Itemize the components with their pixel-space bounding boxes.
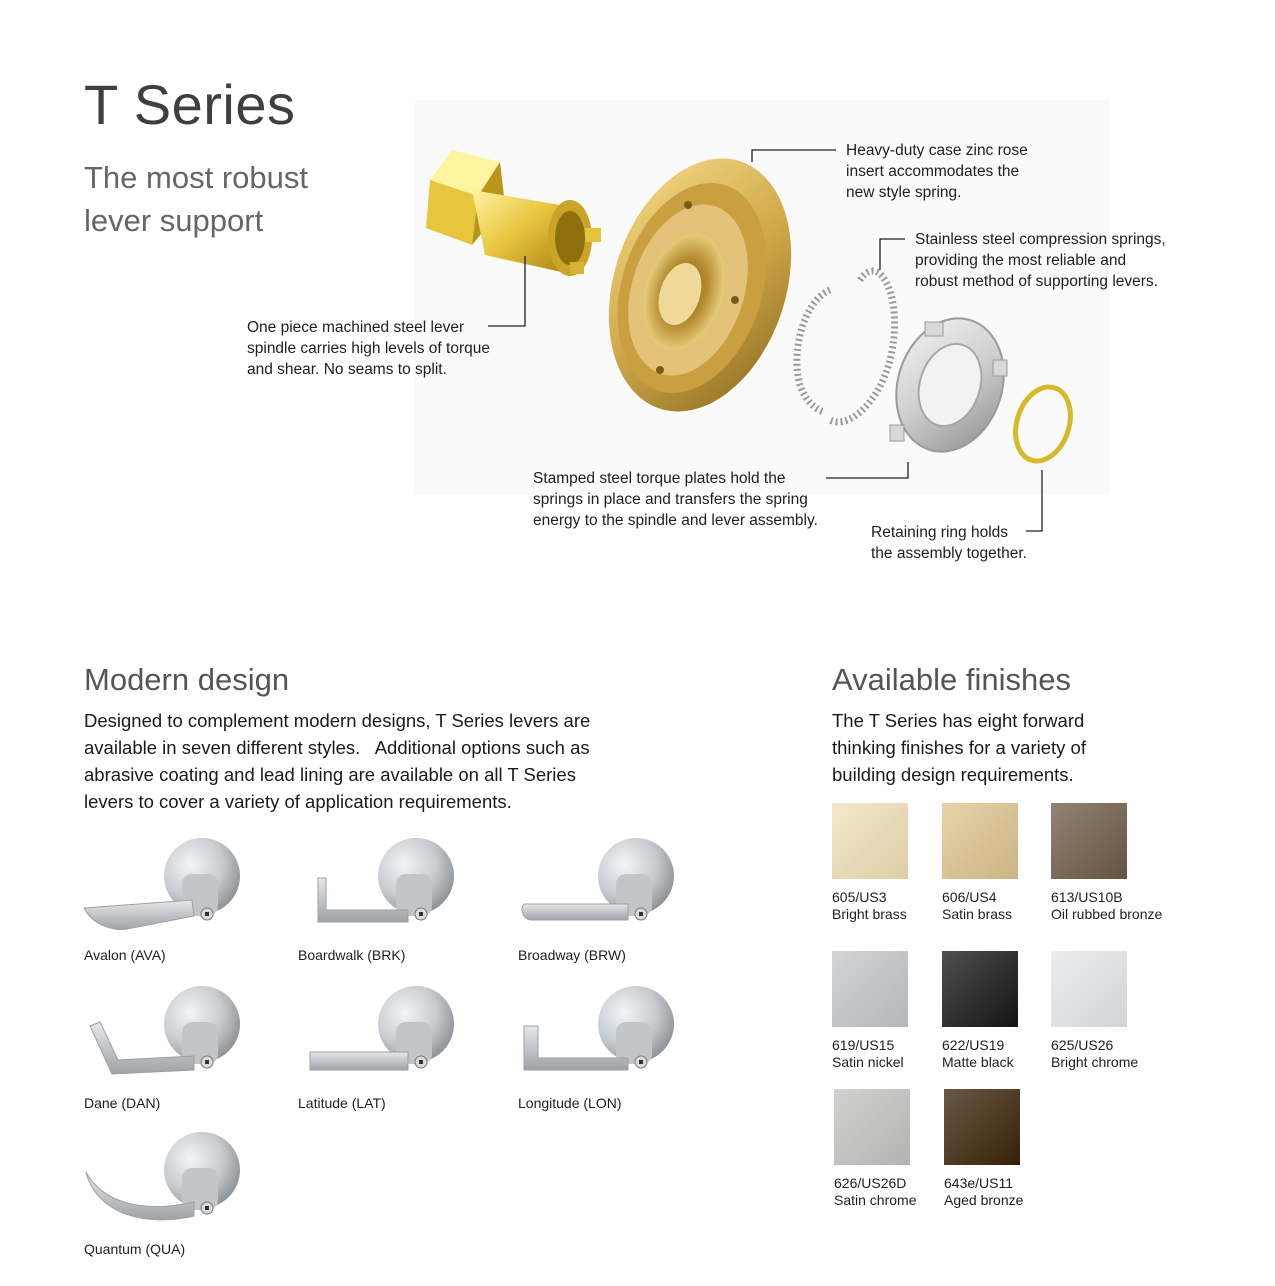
modern-design-heading: Modern design <box>84 662 290 697</box>
callout-line: insert accommodates the <box>846 163 1020 180</box>
finish-item <box>944 1089 1023 1209</box>
callout-line: Stamped steel torque plates hold the <box>533 470 786 487</box>
body-line: The T Series has eight forward <box>832 710 1085 731</box>
finish-code: 626/US26D <box>834 1175 907 1191</box>
callout-line: robust method of supporting levers. <box>915 273 1158 290</box>
finish-swatch <box>944 1089 1020 1165</box>
finish-code: 622/US19 <box>942 1037 1005 1053</box>
callout-line: providing the most reliable and <box>915 252 1127 269</box>
longitude-lever-icon <box>516 986 681 1078</box>
callout-line: energy to the spindle and lever assembly. <box>533 512 818 529</box>
lever-item <box>516 986 681 1111</box>
body-line: Designed to complement modern designs, T Series levers are <box>84 710 591 731</box>
callout-line: the assembly together. <box>871 545 1027 562</box>
callout-line: and shear. No seams to split. <box>247 361 447 378</box>
callout-line: springs in place and transfers the spring <box>533 491 808 508</box>
lever-item <box>516 838 681 963</box>
callout-plates <box>533 468 818 531</box>
lever-label: Latitude (LAT) <box>298 1095 386 1111</box>
finish-item <box>832 803 908 923</box>
lever-label: Quantum (QUA) <box>84 1241 186 1257</box>
finishes-body <box>832 707 1152 788</box>
callout-ring <box>871 522 1027 564</box>
finish-item <box>942 951 1018 1071</box>
callout-line: spindle carries high levels of torque <box>247 340 490 357</box>
finish-name: Satin nickel <box>832 1054 904 1070</box>
finish-item <box>834 1089 916 1209</box>
finish-swatch <box>1051 803 1127 879</box>
finish-swatch <box>942 803 1018 879</box>
finish-name: Bright brass <box>832 906 907 922</box>
quantum-lever-icon <box>82 1132 247 1224</box>
finish-code: 619/US15 <box>832 1037 895 1053</box>
finish-swatch <box>832 951 908 1027</box>
lever-label: Avalon (AVA) <box>84 947 166 963</box>
body-line: thinking finishes for a variety of <box>832 737 1086 758</box>
finish-code: 613/US10B <box>1051 889 1123 905</box>
modern-design-body <box>84 707 684 815</box>
callout-spindle <box>247 317 490 380</box>
finish-code: 643e/US11 <box>944 1175 1014 1191</box>
avalon-lever-icon <box>82 838 247 930</box>
finish-code: 625/US26 <box>1051 1037 1114 1053</box>
latitude-lever-icon <box>296 986 461 1078</box>
lever-item <box>82 838 247 963</box>
finish-swatch <box>834 1089 910 1165</box>
callout-line: Stainless steel compression springs, <box>915 231 1166 248</box>
body-line: levers to cover a variety of application requirements. <box>84 791 512 812</box>
lever-item <box>296 838 461 963</box>
lever-item <box>296 986 461 1111</box>
dane-lever-icon <box>82 986 247 1078</box>
boardwalk-lever-icon <box>296 838 461 930</box>
finish-name: Bright chrome <box>1051 1054 1139 1070</box>
finish-item <box>832 951 908 1071</box>
finish-item <box>942 803 1018 923</box>
finish-code: 606/US4 <box>942 889 997 905</box>
subtitle-line: The most robust <box>84 160 308 195</box>
finishes-heading: Available finishes <box>832 662 1071 697</box>
finish-name: Oil rubbed bronze <box>1051 906 1163 922</box>
finish-name: Aged bronze <box>944 1192 1024 1208</box>
finish-code: 605/US3 <box>832 889 887 905</box>
finish-name: Satin brass <box>942 906 1013 922</box>
finish-name: Satin chrome <box>834 1192 917 1208</box>
body-line: available in seven different styles. Additional options such as <box>84 737 590 758</box>
finish-swatch <box>942 951 1018 1027</box>
finish-item <box>1051 803 1162 923</box>
callout-rose <box>846 140 1028 203</box>
finish-swatch <box>832 803 908 879</box>
finish-name: Matte black <box>942 1054 1014 1070</box>
subtitle-line: lever support <box>84 203 264 238</box>
lever-item <box>82 986 247 1111</box>
lever-item <box>82 1132 247 1257</box>
callout-line: One piece machined steel lever <box>247 319 465 336</box>
body-line: building design requirements. <box>832 764 1074 785</box>
callout-line: Retaining ring holds <box>871 524 1009 541</box>
lever-label: Longitude (LON) <box>518 1095 622 1111</box>
body-line: abrasive coating and lead lining are available on all T Series <box>84 764 576 785</box>
page-title: T Series <box>84 73 296 136</box>
lever-label: Dane (DAN) <box>84 1095 161 1111</box>
lever-label: Broadway (BRW) <box>518 947 626 963</box>
callout-line: Heavy-duty case zinc rose <box>846 142 1028 159</box>
lever-label: Boardwalk (BRK) <box>298 947 406 963</box>
finish-swatch <box>1051 951 1127 1027</box>
finish-item <box>1051 951 1138 1071</box>
broadway-lever-icon <box>516 838 681 930</box>
callout-line: new style spring. <box>846 184 962 201</box>
callout-springs <box>915 229 1166 292</box>
